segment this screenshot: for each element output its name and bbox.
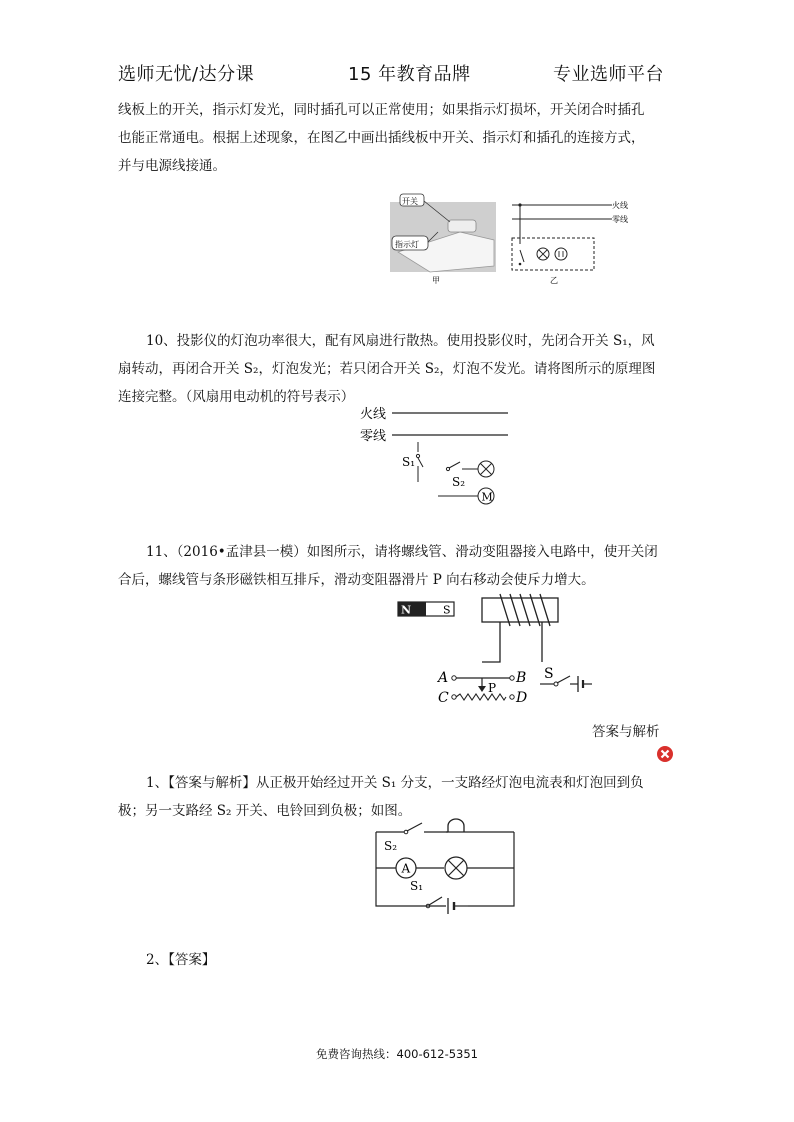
magnet-s-label: S (443, 603, 451, 617)
s1-blade (418, 458, 423, 467)
terminal-c-dot (452, 695, 456, 699)
s1-contact (416, 454, 419, 457)
answer-right-rail (468, 832, 514, 906)
q11-switch-label: S (544, 666, 554, 682)
q10-line-2: 扇转动，再闭合开关 S₂，灯泡发光；若只闭合开关 S₂，灯泡不发光。请将图所示的原理图 (118, 361, 656, 377)
s1-label: S₁ (402, 455, 416, 469)
terminal-a: A (438, 670, 449, 686)
terminal-b-dot (510, 676, 514, 680)
terminal-c: C (438, 690, 449, 706)
footer-hotline: 免费咨询热线：400-612-5351 (316, 1047, 478, 1061)
answer-s1-blade (429, 897, 442, 905)
a1-line-2: 极；另一支路经 S₂ 开关、电铃回到负极；如图。 (118, 803, 412, 819)
header-center: 15 年教育品牌 (348, 64, 471, 85)
s2-label: S₂ (452, 475, 466, 489)
q11-switch-blade (557, 676, 570, 683)
a1-line-1: 1、【答案与解析】从正极开始经过开关 S₁ 分支，一支路经灯泡电流表和灯泡回到负 (146, 775, 644, 791)
bell-symbol (448, 819, 464, 832)
ammeter-label: A (401, 861, 411, 876)
header-right: 专业选师平台 (553, 64, 664, 85)
terminal-d-dot (510, 695, 514, 699)
figure-power-strip (390, 192, 640, 288)
s2-blade (449, 462, 460, 468)
a2-line: 2、【答案】 (146, 952, 216, 968)
strip-switch-pivot (519, 263, 522, 266)
header-left: 选师无忧/达分课 (118, 64, 255, 85)
intro-paragraph (118, 96, 678, 180)
resistor-zigzag (456, 694, 506, 700)
answer-s2-label: S₂ (384, 839, 398, 853)
q11-line-1: 11、（2016•孟津县一模）如图所示，请将螺线管、滑动变阻器接入电路中，使开关闭 (146, 544, 658, 560)
caption-yi: 乙 (550, 276, 558, 285)
answer-1 (118, 769, 678, 825)
figure-projector-circuit (356, 402, 526, 512)
answer-2 (118, 946, 678, 974)
motor-label: M (481, 490, 493, 504)
socket-symbol (555, 248, 567, 260)
terminal-d: D (516, 690, 528, 706)
question-10 (118, 327, 678, 411)
q10-zero-label: 零线 (360, 429, 387, 444)
figure-solenoid-circuit (390, 592, 602, 706)
intro-line-3: 并与电源线接通。 (118, 158, 226, 174)
question-11 (118, 538, 678, 594)
zero-wire-label: 零线 (612, 215, 628, 224)
strip-switch-symbol (520, 250, 524, 262)
answer-s1-label: S₁ (410, 879, 424, 893)
solenoid-left-lead (482, 622, 500, 662)
strip-switch-shape (448, 220, 476, 232)
answer-s2-blade (407, 823, 422, 831)
figure-answer-circuit (370, 818, 520, 914)
close-icon[interactable] (656, 745, 674, 763)
strip-dashed-box (512, 238, 594, 270)
solenoid-core (482, 598, 558, 622)
q10-line-1: 10、投影仪的灯泡功率很大，配有风扇进行散热。使用投影仪时，先闭合开关 S₁，风 (146, 333, 655, 349)
intro-line-1: 线板上的开关，指示灯发光，同时插孔可以正常使用；如果指示灯损坏，开关闭合时插孔 (118, 102, 645, 118)
terminal-a-dot (452, 676, 456, 680)
slider-arrow (478, 686, 486, 692)
switch-label: 开关 (402, 197, 418, 206)
fire-wire-label: 火线 (612, 201, 628, 210)
q10-line-3: 连接完整。（风扇用电动机的符号表示） (118, 389, 355, 405)
terminal-b: B (516, 670, 527, 686)
intro-line-2: 也能正常通电。根据上述现象，在图乙中画出插线板中开关、指示灯和插孔的连接方式， (118, 130, 645, 146)
q10-fire-label: 火线 (360, 407, 387, 422)
slider-p-label: P (488, 681, 497, 695)
q11-line-2: 合后，螺线管与条形磁铁相互排斥，滑动变阻器滑片 P 向右移动会使斥力增大。 (118, 572, 595, 588)
caption-jia: 甲 (432, 276, 440, 285)
answer-section-title: 答案与解析 (592, 724, 660, 740)
solenoid-coils (500, 594, 550, 626)
magnet-n-label: N (401, 603, 412, 617)
lamp-label: 指示灯 (395, 240, 419, 249)
